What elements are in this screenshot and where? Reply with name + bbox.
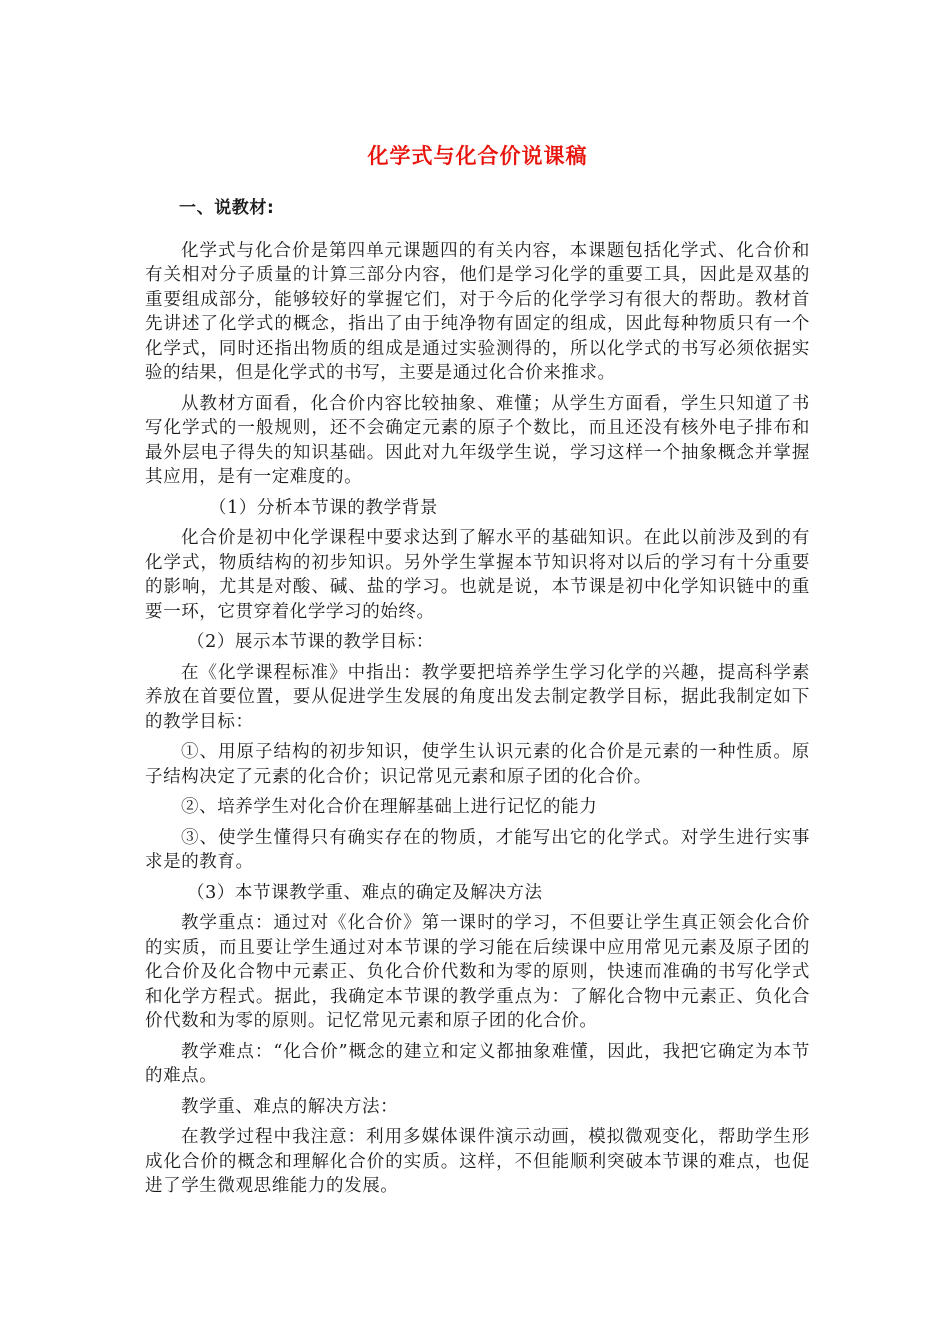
paragraph: 化合价是初中化学课程中要求达到了解水平的基础知识。在此以前涉及到的有化学式，物质结构的初步知识。另外学生掌握本节知识将对以后的学习有十分重要的影响，尤其是对酸、碱、盐的学习。也就是说，本节课是初中化学知识链中的重要一环，它贯穿着化学学习的始终。 <box>145 528 810 622</box>
paragraph: 在《化学课程标准》中指出：教学要把培养学生学习化学的兴趣，提高科学素养放在首要位置，要从促进学生发展的角度出发去制定教学目标，据此我制定如下的教学目标： <box>145 662 810 732</box>
paragraph: 在教学过程中我注意：利用多媒体课件演示动画，模拟微观变化，帮助学生形成化合价的概念和理解化合价的实质。这样，不但能顺利突破本节课的难点，也促进了学生微观思维能力的发展。 <box>145 1127 810 1196</box>
list-item: ②、培养学生对化合价在理解基础上进行记忆的能力 <box>181 797 598 817</box>
subheading: （3）本节课教学重、难点的确定及解决方法 <box>187 882 543 903</box>
paragraph: 从教材方面看，化合价内容比较抽象、难懂；从学生方面看，学生只知道了书写化学式的一般规则，还不会确定元素的原子个数比，而且还没有核外电子排布和最外层电子得失的知识基础。因此对九年级学生说，学习这样一个抽象概念并掌握其应用，是有一定难度的。 <box>145 393 810 487</box>
document-page <box>145 140 810 1205</box>
subheading: （1）分析本节课的教学背景 <box>209 497 438 518</box>
list-item: ③、使学生懂得只有确实存在的物质，才能写出它的化学式。对学生进行实事求是的教育。 <box>145 827 810 872</box>
section-heading: 一、说教材: <box>179 198 275 218</box>
paragraph: 教学重点：通过对《化合价》第一课时的学习，不但要让学生真正领会化合价的实质，而且要让学生通过对本节课的学习能在后续课中应用常见元素及原子团的化合价及化合物中元素正、负化合价代数和为零的原则，快速而准确的书写化学式和化学方程式。据此，我确定本节课的教学重点为：了解化合物中元素正、负化合价代数和为零的原则。记忆常见元素和原子团的化合价。 <box>145 913 810 1031</box>
document-title: 化学式与化合价说课稿 <box>367 144 588 168</box>
paragraph: 化学式与化合价是第四单元课题四的有关内容，本课题包括化学式、化合价和有关相对分子质量的计算三部分内容，他们是学习化学的重要工具，因此是双基的重要组成部分，能够较好的掌握它们，对于今后的化学学习有很大的帮助。教材首先讲述了化学式的概念，指出了由于纯净物有固定的组成，因此每种物质只有一个化学式，同时还指出物质的组成是通过实验测得的，所以化学式的书写必须依据实验的结果，但是化学式的书写，主要是通过化合价来推求。 <box>145 240 810 383</box>
paragraph: 教学难点：“化合价”概念的建立和定义都抽象难懂，因此，我把它确定为本节的难点。 <box>145 1041 810 1086</box>
subheading: （2）展示本节课的教学目标： <box>187 632 435 652</box>
list-item: ①、用原子结构的初步知识，使学生认识元素的化合价是元素的一种性质。原子结构决定了元素的化合价；识记常见元素和原子团的化合价。 <box>145 742 810 787</box>
paragraph: 教学重、难点的解决方法： <box>181 1096 399 1117</box>
